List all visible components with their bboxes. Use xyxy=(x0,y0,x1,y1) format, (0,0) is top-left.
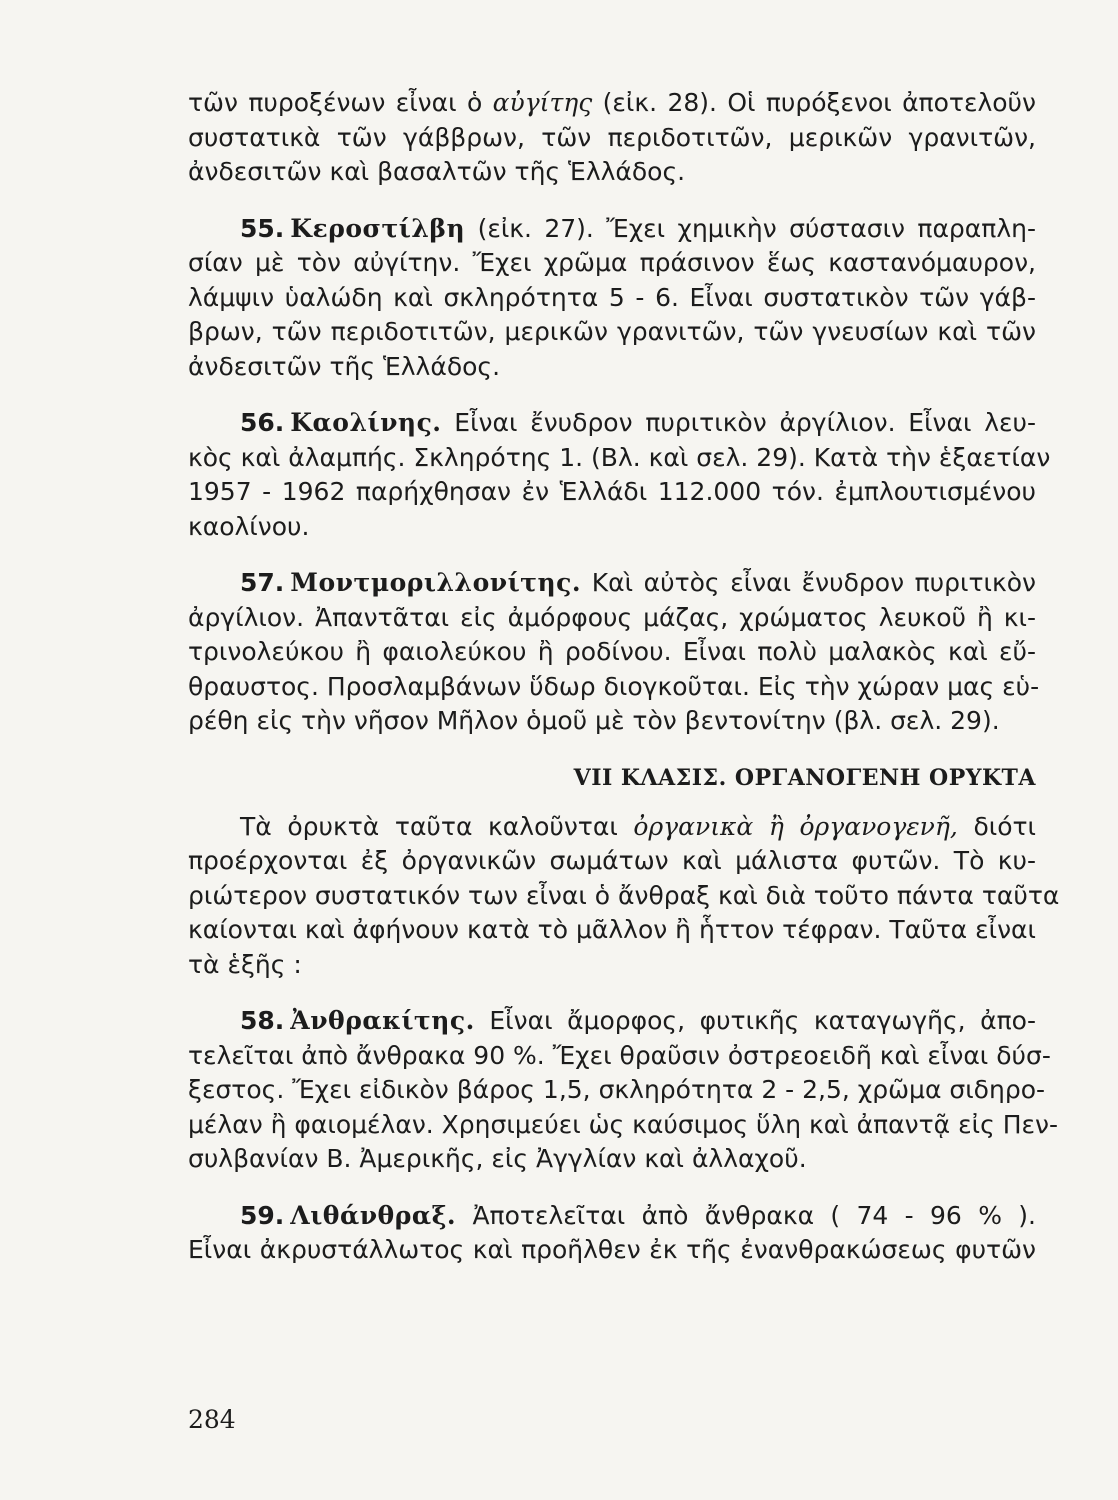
text-line: λάμψιν ὑαλώδη καὶ σκληρότητα 5 - 6. Εἶναι συστατικὸν τῶν γάβ- xyxy=(188,282,1036,312)
entry-58 xyxy=(188,1004,1058,1177)
section-heading: VII ΚΛΑΣΙΣ. ΟΡΓΑΝΟΓΕΝΗ ΟΡΥΚΤΑ xyxy=(573,764,1036,791)
text-line: τελεῖται ἀπὸ ἄνθρακα 90 %. Ἔχει θραῦσιν ὀστρεοειδῆ καὶ εἶναι δύσ- xyxy=(188,1040,1051,1070)
entry-number: 58. xyxy=(240,1006,285,1035)
text-line: βρων, τῶν περιδοτιτῶν, μερικῶν γρανιτῶν, τῶν γνευσίων καὶ τῶν xyxy=(188,317,1036,346)
section-vii xyxy=(188,761,1060,983)
text-line: τὰ ἑξῆς : xyxy=(188,949,302,979)
entry-heading-line: 56. Καολίνης. Εἶναι ἔνυδρον πυριτικὸν ἀργίλιον. Εἶναι λευ- xyxy=(240,408,1036,437)
text-line: τῶν πυροξένων εἶναι ὁ αὐγίτης (εἰκ. 28). Οἱ πυρόξενοι ἀποτελοῦν xyxy=(188,88,1036,117)
italic-term: αὐγίτης xyxy=(492,88,593,117)
text-line: ριώτερον συστατικόν των εἶναι ὁ ἄνθραξ καὶ διὰ τοῦτο πάντα ταῦτα xyxy=(188,880,1060,910)
text-line: ἀργίλιον. Ἀπαντᾶται εἰς ἀμόρφους μάζας, χρώματος λευκοῦ ἢ κι- xyxy=(188,602,1036,632)
text-line: Τὰ ὀρυκτὰ ταῦτα καλοῦνται ὀργανικὰ ἢ ὀργανογενῆ, διότι xyxy=(240,811,1037,841)
entry-heading-line: 58. Ἀνθρακίτης. Εἶναι ἄμορφος, φυτικῆς καταγωγῆς, ἀπο- xyxy=(240,1006,1036,1035)
entry-term: Καολίνης. xyxy=(290,408,442,437)
entry-number: 56. xyxy=(240,408,285,437)
italic-term: ὀργανικὰ ἢ ὀργανογενῆ, xyxy=(633,811,958,841)
entry-56 xyxy=(188,406,1051,544)
page-number: 284 xyxy=(188,1405,236,1434)
entry-term: Λιθάνθραξ. xyxy=(290,1200,457,1230)
entry-59 xyxy=(188,1199,1036,1268)
text-line: ἀνδεσιτῶν τῆς Ἑλλάδος. xyxy=(188,351,501,381)
text-line: ἀνδεσιτῶν καὶ βασαλτῶν τῆς Ἑλλάδος. xyxy=(188,157,686,186)
entry-term: Κεροστίλβη xyxy=(290,213,466,243)
text-line: θραυστος. Προσλαμβάνων ὕδωρ διογκοῦται. Εἰς τὴν χώραν μας εὑ- xyxy=(188,671,1040,701)
entry-heading-line: 55. Κεροστίλβη (εἰκ. 27). Ἔχει χημικὴν σύστασιν παραπλη- xyxy=(240,213,1036,243)
entry-heading-line: 57. Μοντμοριλλονίτης. Καὶ αὐτὸς εἶναι ἔνυδρον πυριτικὸν xyxy=(240,568,1036,597)
text-line: προέρχονται ἐξ ὀργανικῶν σωμάτων καὶ μάλιστα φυτῶν. Τὸ κυ- xyxy=(188,846,1036,875)
entry-heading-line: 59. Λιθάνθραξ. Ἀποτελεῖται ἀπὸ ἄνθρακα ( 74 - 96 % ). xyxy=(240,1200,1036,1230)
text-line: ρέθη εἰς τὴν νῆσον Μῆλον ὁμοῦ μὲ τὸν βεντονίτην (βλ. σελ. 29). xyxy=(188,706,1000,735)
text-line: κὸς καὶ ἀλαμπής. Σκληρότης 1. (Βλ. καὶ σελ. 29). Κατὰ τὴν ἑξαετίαν xyxy=(188,442,1051,472)
entry-number: 55. xyxy=(240,213,285,243)
text-line: συλβανίαν Β. Ἀμερικῆς, εἰς Ἀγγλίαν καὶ ἀλλαχοῦ. xyxy=(188,1144,807,1173)
entry-55 xyxy=(188,212,1036,385)
text-line: σίαν μὲ τὸν αὐγίτην. Ἔχει χρῶμα πράσινον ἕως καστανόμαυρον, xyxy=(188,248,1036,277)
intro-paragraph xyxy=(188,86,1036,190)
entry-term: Ἀνθρακίτης. xyxy=(290,1006,475,1035)
text-line: καολίνου. xyxy=(188,511,310,541)
text-line: 1957 - 1962 παρήχθησαν ἐν Ἑλλάδι 112.000 τόν. ἐμπλουτισμένου xyxy=(188,477,1036,506)
text-line: καίονται καὶ ἀφήνουν κατὰ τὸ μᾶλλον ἢ ἧττον τέφραν. Ταῦτα εἶναι xyxy=(188,915,1036,944)
text-line: τρινολεύκου ἢ φαιολεύκου ἢ ροδίνου. Εἶναι πολὺ μαλακὸς καὶ εὔ- xyxy=(188,637,1036,666)
text-line: συστατικὰ τῶν γάββρων, τῶν περιδοτιτῶν, μερικῶν γρανιτῶν, xyxy=(188,122,1036,152)
entry-term: Μοντμοριλλονίτης. xyxy=(290,568,582,597)
entry-number: 59. xyxy=(240,1200,285,1230)
entry-57 xyxy=(188,566,1040,739)
text-line: μέλαν ἢ φαιομέλαν. Χρησιμεύει ὡς καύσιμος ὕλη καὶ ἀπαντᾷ εἰς Πεν- xyxy=(188,1109,1058,1139)
page-body xyxy=(188,86,1060,1268)
text-line: ξεστος. Ἔχει εἰδικὸν βάρος 1,5, σκληρότητα 2 - 2,5, χρῶμα σιδηρο- xyxy=(188,1075,1046,1104)
entry-number: 57. xyxy=(240,568,285,597)
text-line: Εἶναι ἀκρυστάλλωτος καὶ προῆλθεν ἐκ τῆς ἐνανθρακώσεως φυτῶν xyxy=(188,1235,1036,1264)
